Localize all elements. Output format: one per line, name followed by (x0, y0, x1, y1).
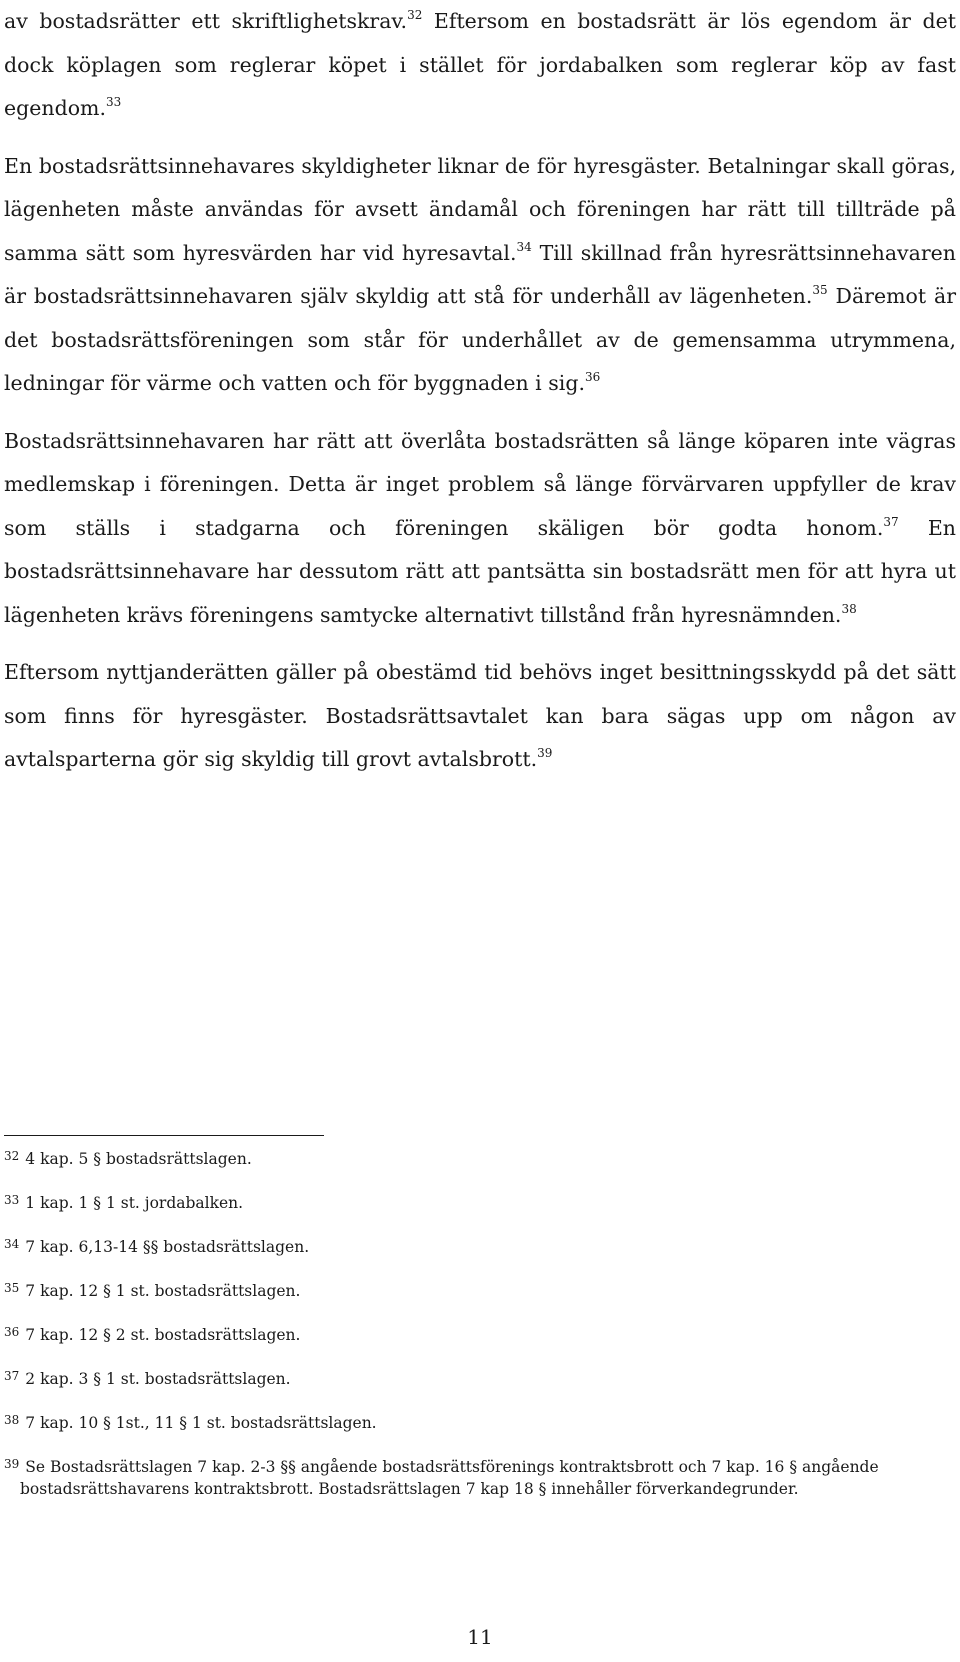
footnote-number: 38 (4, 1413, 20, 1427)
paragraph-4 (4, 651, 956, 782)
footnote-text: Se Bostadsrättslagen 7 kap. 2-3 §§ angående bostadsrättsförenings kontraktsbrott och 7 kap. 16 § angående (25, 1458, 879, 1476)
text-run: av bostadsrätter ett skriftlighetskrav. (4, 9, 408, 33)
text-run: En bostadsrättsinnehavares skyldigheter liknar de för hyresgäster. Betalningar skall göras, lägenheten måste användas för avsett ändamål och föreningen har rätt till tillträde på samma sätt som hyresvärden har vid hyresavtal. (4, 153, 956, 265)
text-run: Bostadsrättsinnehavaren har rätt att överlåta bostadsrätten så länge köparen inte vägras medlemskap i föreningen. Detta är inget problem så länge förvärvaren uppfyller de krav som ställs i stadgarna och föreningen skäligen bör godta honom. (4, 428, 956, 540)
footnote-item (4, 1368, 956, 1390)
paragraph-1 (4, 0, 956, 131)
text-run: Däremot är det bostadsrättsföreningen som står för underhållet av de gemensamma utrymmena, ledningar för värme och vatten och för byggnaden i sig. (4, 284, 956, 395)
footnote-ref[interactable]: 35 (812, 283, 828, 297)
footnote-ref[interactable]: 39 (537, 746, 553, 760)
footnote-item (4, 1280, 956, 1302)
footnote-text: 7 kap. 10 § 1st., 11 § 1 st. bostadsrättslagen. (25, 1414, 377, 1432)
footnote-text: 4 kap. 5 § bostadsrättslagen. (25, 1150, 252, 1168)
text-run: Till skillnad från hyresrättsinnehavaren är bostadsrättsinnehavaren själv skyldig att stå för underhåll av lägenheten. (4, 240, 956, 308)
text-run: Eftersom nyttjanderätten gäller på obestämd tid behövs inget besittningsskydd på det sätt som finns för hyresgäster. Bostadsrättsavtalet kan bara sägas upp om någon av avtalsparterna gör sig skyldig till grovt avtalsbrott. (4, 660, 956, 771)
footnote-number: 37 (4, 1369, 20, 1383)
footnote-number: 34 (4, 1237, 20, 1251)
footnote-ref[interactable]: 38 (841, 601, 857, 616)
footnote-text: 7 kap. 12 § 1 st. bostadsrättslagen. (25, 1282, 301, 1300)
body-text (4, 0, 956, 796)
footnote-number: 32 (4, 1149, 20, 1163)
footnote-item (4, 1456, 956, 1500)
footnote-text-continued: bostadsrättshavarens kontraktsbrott. Bostadsrättslagen 7 kap 18 § innehåller förverkandegrunder. (20, 1480, 799, 1498)
footnote-item (4, 1148, 956, 1170)
footnote-number: 33 (4, 1193, 20, 1207)
footnote-item (4, 1236, 956, 1258)
footnote-item (4, 1192, 956, 1214)
footnote-divider (4, 1135, 324, 1136)
footnote-text: 2 kap. 3 § 1 st. bostadsrättslagen. (25, 1370, 291, 1388)
footnote-ref[interactable]: 33 (106, 95, 122, 109)
paragraph-3 (4, 420, 956, 638)
footnote-ref[interactable]: 34 (516, 239, 532, 254)
footnote-ref[interactable]: 37 (883, 514, 899, 529)
footnote-number: 35 (4, 1281, 20, 1295)
footnote-text: 7 kap. 12 § 2 st. bostadsrättslagen. (25, 1326, 301, 1344)
footnote-ref[interactable]: 32 (407, 8, 423, 22)
footnote-item (4, 1324, 956, 1346)
footnotes-section (4, 1148, 956, 1500)
footnote-text: 7 kap. 6,13-14 §§ bostadsrättslagen. (25, 1238, 310, 1256)
page-number: 11 (467, 1625, 493, 1649)
footnote-item (4, 1412, 956, 1434)
text-run: Eftersom en bostadsrätt är lös egendom är det dock köplagen som reglerar köpet i stället för jordabalken som reglerar köp av fast egendom. (4, 9, 956, 120)
footnote-number: 36 (4, 1325, 20, 1339)
footnote-text: 1 kap. 1 § 1 st. jordabalken. (25, 1194, 244, 1212)
footnote-number: 39 (4, 1457, 20, 1471)
footnote-ref[interactable]: 36 (584, 370, 601, 384)
paragraph-2 (4, 145, 956, 406)
text-run: En bostadsrättsinnehavare har dessutom rätt att pantsätta sin bostadsrätt men för att hyra ut lägenheten krävs föreningens samtycke alternativt tillstånd från hyresnämnden. (4, 515, 956, 627)
